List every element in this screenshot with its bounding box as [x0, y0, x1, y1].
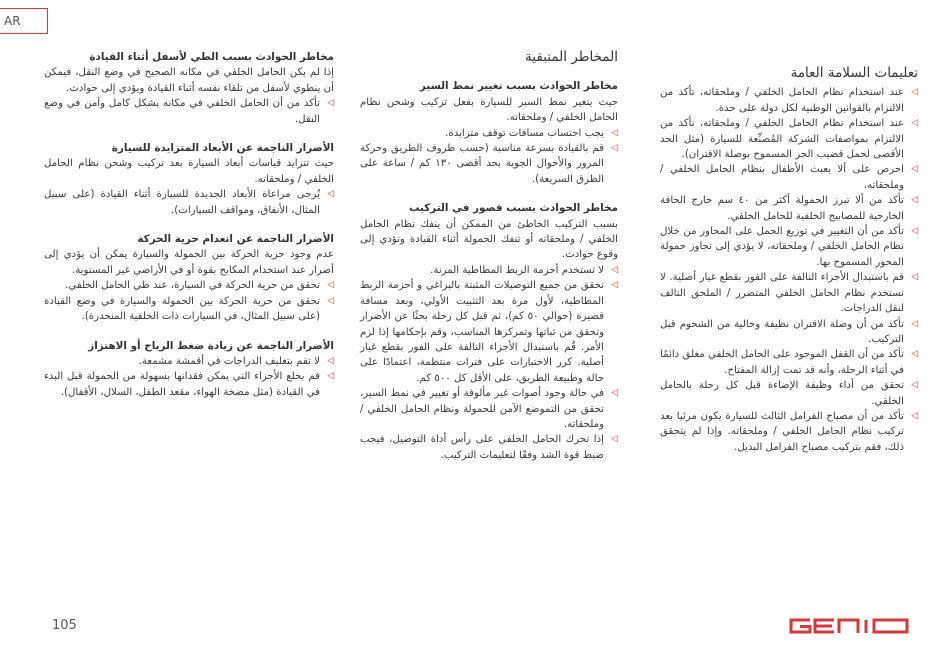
bullet-text: تحقق من حرية الحركة بين الحمولة والسيارة في وضع القيادة (على سبيل المثال، في السيارات ذات الخلفية المنحدرة).: [44, 295, 320, 323]
triangle-arrow-icon: ◁: [611, 434, 618, 445]
section: [44, 232, 334, 324]
bullet-item: [660, 162, 918, 193]
triangle-arrow-icon: ◁: [327, 280, 334, 291]
bullet-item: [44, 294, 334, 325]
bullet-item: [660, 224, 918, 270]
bullet-item: [660, 270, 918, 316]
damage-risks-sections: [44, 50, 334, 400]
section-heading: الأضرار الناجمة عن زيادة ضغط الرياح أو الاهتزاز: [88, 339, 334, 352]
bullet-text: يُرجى مراعاة الأبعاد الجديدة للسيارة أثناء القيادة (على سبيل المثال، الأنفاق، ومواقف السيارات).: [44, 189, 320, 216]
triangle-arrow-icon: ◁: [911, 87, 918, 98]
brand-logo: [788, 618, 910, 634]
bullet-text: تأكد من أن مصباح الفرامل الثالث للسيارة يكون مرئيا بعد تركيب نظام الحامل الخلفي / وملحقاته. وإذا لم يتحقق ذلك، فقم بتركيب مصباح الفرامل البديل.: [660, 410, 904, 453]
general-safety-list: [660, 85, 918, 455]
bullet-text: احرص على ألا يعبث الأطفال بنظام الحامل الخلفي / وملحقاته.: [660, 164, 904, 191]
triangle-arrow-icon: ◁: [327, 295, 334, 306]
triangle-arrow-icon: ◁: [611, 264, 618, 275]
bullet-item: [360, 141, 618, 187]
damage-risks-column: [44, 50, 334, 414]
section-heading: مخاطر الحوادث بسبب تغيير نمط السير: [419, 80, 618, 93]
bullet-text: يجب احتساب مسافات توقف متزايدة.: [445, 127, 604, 139]
triangle-arrow-icon: ◁: [911, 164, 918, 175]
bullet-item: [360, 386, 618, 432]
bullet-item: [660, 317, 918, 348]
triangle-arrow-icon: ◁: [327, 98, 334, 109]
triangle-arrow-icon: ◁: [911, 272, 918, 283]
triangle-arrow-icon: ◁: [911, 226, 918, 237]
residual-risks-sections: [360, 79, 618, 463]
section-intro: حيث تتزايد قياسات أبعاد السيارة بعد تركيب وشحن نظام الحامل الخلفي / وملحقاته.: [44, 158, 334, 185]
bullet-text: لا تقم بتغليف الدراجات في أقمشة مشمعة.: [138, 355, 320, 367]
bullet-text: قم بالقيادة بسرعة مناسبة (حسب ظروف الطريق وحركة المرور والأحوال الجوية بحد أقصى ١٣٠ كم / ساعة على الطرق السريعة).: [360, 143, 604, 185]
section: [360, 79, 618, 187]
bullet-text: تأكد من أن التغيير في توزيع الحمل على المحاور من خلال نظام الحامل الخلفي / وملحقاته، لا يؤدي إلى تجاوز حمولة المحور المسموح بها.: [660, 226, 904, 268]
section-heading: الأضرار الناجمة عن انعدام حرية الحركة: [137, 233, 334, 246]
section-intro: إذا لم يكن الحامل الخلفي في مكانه الصحيح في وضع النقل، فيمكن أن ينطوي لأسفل من تلقاء نفسه أثناء القيادة ويؤدي إلى حوادث.: [44, 67, 334, 94]
bullet-text: تحقق من جميع التوصيلات المثبتة بالبراغي و أحزمة الربط المطاطية، لأول مرة بعد التثبيت الأولي، وبعد مسافة قصيرة (حوالي ٥٠ كم)، ثم قبل كل رحلة بحثًا عن الأضرار وتحقق من ثباتها وتمركزها المناسب، وقم بإحكامها إذا لزم الأمر. قُم باستبدال الأجزاء التالفة على الفور بقطع غيار أصلية. كرر الاختبارات على فترات منتظمة، اعتمادًا على حالة وطبيعة الطريق، على الأقل كل ٥٠٠ كم.: [360, 280, 604, 384]
bullet-item: [44, 96, 334, 127]
triangle-arrow-icon: ◁: [611, 143, 618, 154]
general-safety-column: [660, 66, 918, 455]
bullet-text: إذا تحرك الحامل الخلفي على رأس أداة التوصيل، فيجب ضبط قوة الشد وفقًا لتعليمات التركيب.: [360, 434, 604, 461]
section: [44, 50, 334, 127]
language-tab-label: AR: [4, 14, 21, 28]
residual-risks-column: [360, 50, 618, 477]
bullet-text: عند استخدام نظام الحامل الخلفي / وملحقاته، تأكد من الالتزام بالقوانين الوطنية لكل دولة على حدة.: [660, 87, 904, 114]
page-number: 105: [52, 618, 77, 633]
bullet-item: [44, 354, 334, 369]
section: [44, 339, 334, 401]
bullet-text: تأكد من أن الحامل الخلفي في مكانه بشكل كامل وآمن في وضع النقل.: [44, 98, 320, 125]
section-heading: الأضرار الناجمة عن الأبعاد المتزايدة للسيارة: [111, 142, 334, 155]
triangle-arrow-icon: ◁: [911, 118, 918, 129]
bullet-text: قم باستبدال الأجزاء التالفة على الفور بقطع غيار أصلية. لا تستخدم نظام الحامل الخلفي المتضرر / الملحق التالف لنقل الدراجات.: [660, 272, 904, 315]
general-safety-title: تعليمات السلامة العامة: [790, 65, 918, 81]
section-intro: عدم وجود حرية الحركة بين الحمولة والسيارة يمكن أن يؤدي إلى أضرار عند استخدام المكابح بقوة أو في الأراضي غير المستوية.: [44, 249, 334, 276]
triangle-arrow-icon: ◁: [611, 388, 618, 399]
triangle-arrow-icon: ◁: [911, 195, 918, 206]
bullet-item: [660, 193, 918, 224]
triangle-arrow-icon: ◁: [611, 280, 618, 291]
section-intro: حيث يتغير نمط السير للسيارة بفعل تركيب وشحن نظام الحامل الخلفي / وملحقاته.: [360, 96, 618, 124]
section: [44, 141, 334, 218]
bullet-text: تأكد من ألا تبرز الحمولة أكثر من ٤٠ سم خارج الحافة الخارجية للمصابيح الخلفية للحامل الخلفي.: [660, 195, 904, 222]
language-tab: [0, 8, 48, 34]
section-heading: مخاطر الحوادث بسبب قصور في التركيب: [409, 202, 618, 215]
bullet-item: [660, 116, 918, 162]
triangle-arrow-icon: ◁: [611, 127, 618, 138]
bullet-item: [360, 432, 618, 463]
bullet-item: [360, 126, 618, 141]
section: [360, 201, 618, 463]
bullet-item: [44, 278, 334, 293]
bullet-item: [660, 409, 918, 455]
section-heading: مخاطر الحوادث بسبب الطي لأسفل أثناء القيادة: [89, 51, 334, 63]
residual-risks-title: المخاطر المتبقية: [525, 49, 618, 65]
triangle-arrow-icon: ◁: [911, 410, 918, 421]
bullet-text: تحقق من حرية الحركة في السيارة، عند طي الحامل الخلفي.: [65, 280, 320, 292]
genio-logo-icon: [788, 618, 910, 634]
bullet-item: [660, 347, 918, 378]
section-intro: بسبب التركيب الخاطئ من الممكن أن ينفك نظام الحامل الخلفي / وملحقاته أو تنفك الحمولة أثناء القيادة وتؤدي إلى وقوع حوادث.: [360, 218, 618, 261]
bullet-text: قم بخلع الأجزاء التي يمكن فقدانها بسهولة من الحمولة قبل البدء في القيادة (مثل مضخة الهواء، مقعد الطفل، السلال، الأقفال).: [44, 371, 320, 398]
triangle-arrow-icon: ◁: [911, 349, 918, 360]
bullet-item: [660, 85, 918, 116]
bullet-item: [360, 278, 618, 386]
bullet-text: عند استخدام نظام الحامل الخلفي / وملحقاته، تأكد من الالتزام بمواصفات الشركة المُصنِّعة للسيارة (مثل الحد الأقصى لحمل قضيب الجر المسموح بوصلة الاقتران).: [660, 118, 904, 161]
bullet-text: تحقق من أداء وظيفة الإضاءة قبل كل رحلة بالحامل الخلفي.: [660, 380, 904, 407]
bullet-item: [660, 378, 918, 409]
bullet-item: [44, 187, 334, 218]
triangle-arrow-icon: ◁: [327, 189, 334, 200]
triangle-arrow-icon: ◁: [327, 355, 334, 366]
bullet-text: تأكد من أن وصلة الاقتران نظيفة وخالية من الشحوم قبل التركيب.: [660, 318, 904, 345]
bullet-text: لا تستخدم أحزمة الربط المطاطية المرنة.: [430, 264, 604, 276]
triangle-arrow-icon: ◁: [327, 371, 334, 382]
triangle-arrow-icon: ◁: [911, 380, 918, 391]
bullet-text: في حالة وجود أصوات غير مألوفة أو تغيير في نمط السير، تحقق من التموضع الآمن للحمولة ونظام الحامل الخلفي / وملحقاته.: [360, 388, 604, 430]
bullet-item: [360, 263, 618, 278]
bullet-item: [44, 369, 334, 400]
triangle-arrow-icon: ◁: [911, 318, 918, 329]
bullet-text: تأكد من أن القفل الموجود على الحامل الخلفي مغلق دائمًا في أثناء الرحلة، وأنه قد تمت إزالة المفتاح.: [660, 349, 904, 376]
